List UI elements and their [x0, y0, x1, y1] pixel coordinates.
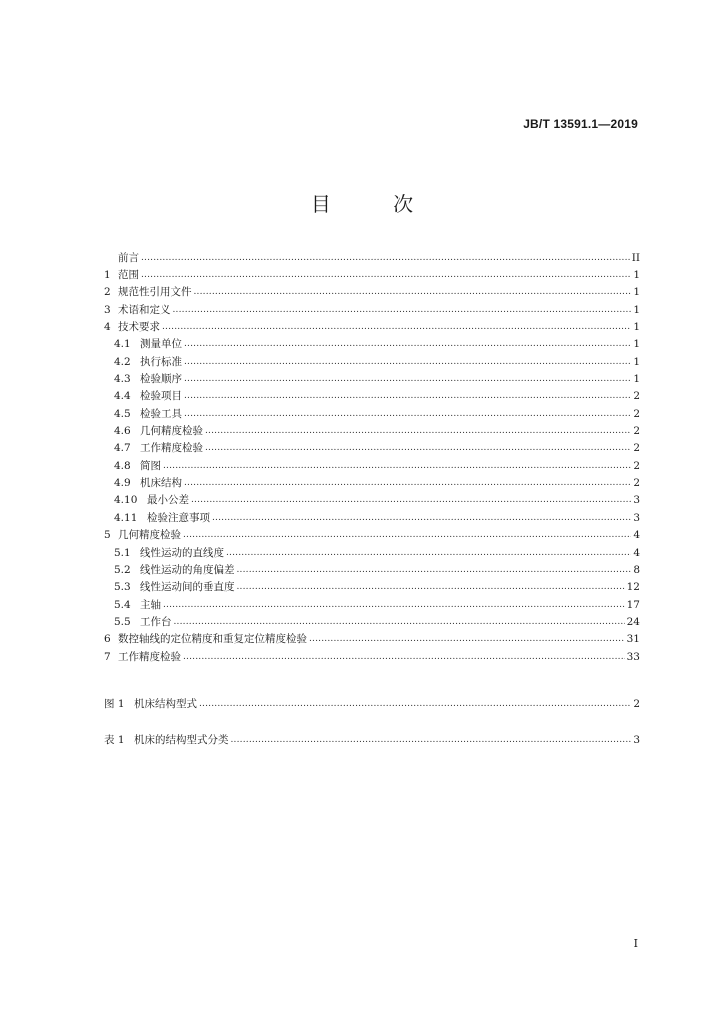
toc-entry-page: 3 — [633, 494, 640, 507]
toc-entry[interactable] — [104, 440, 640, 457]
toc-entry-label: 线性运动的直线度 — [140, 546, 224, 559]
toc-entry-label: 几何精度检验 — [140, 425, 203, 438]
toc-entry-page: 1 — [633, 373, 640, 386]
toc-entry-label: 执行标准 — [140, 355, 182, 368]
toc-entry-number: 4.1 — [114, 338, 131, 351]
toc-entry-label: 最小公差 — [147, 494, 189, 507]
toc-entry-page: 1 — [633, 321, 640, 334]
toc-entry-page: 1 — [633, 303, 640, 316]
dot-leader — [173, 303, 632, 317]
toc-entry-number: 5.5 — [114, 615, 131, 628]
toc-entry[interactable] — [104, 370, 640, 387]
toc-entry[interactable] — [104, 388, 640, 405]
page-number: I — [633, 937, 638, 950]
dot-leader — [184, 407, 631, 421]
toc-entry-number: 4 — [104, 321, 111, 334]
toc-entry-label: 范围 — [118, 269, 139, 282]
toc-entry[interactable] — [104, 631, 640, 648]
toc-entry-page: 3 — [633, 511, 640, 524]
dot-leader — [194, 285, 632, 299]
toc-entry-page: 24 — [626, 615, 640, 628]
toc-entry-label: 技术要求 — [118, 321, 160, 334]
toc-entry[interactable] — [104, 648, 640, 665]
toc-entry-number: 4.5 — [114, 407, 131, 420]
toc-entry-number: 4.6 — [114, 425, 131, 438]
toc-entry[interactable] — [104, 266, 640, 283]
toc-entry-page: 4 — [633, 529, 640, 542]
toc-entry-number: 4.9 — [114, 477, 131, 490]
toc-entry-label: 数控轴线的定位精度和重复定位精度检验 — [118, 633, 307, 646]
toc-entry-label: 机床的结构型式分类 — [134, 733, 229, 746]
dot-leader — [231, 733, 632, 747]
toc-entry-number: 5.2 — [114, 563, 131, 576]
toc-entry-label: 工作精度检验 — [118, 650, 181, 663]
toc-entry-page: 31 — [626, 633, 640, 646]
toc-entry-label: 规范性引用文件 — [118, 286, 192, 299]
toc-entry[interactable] — [104, 731, 640, 748]
dot-leader — [184, 476, 631, 490]
toc-entry-page: 2 — [633, 442, 640, 455]
dot-leader — [141, 268, 631, 282]
toc-entry-number: 5 — [104, 529, 111, 542]
toc-entry-page: 1 — [633, 286, 640, 299]
toc-entry-page: 33 — [626, 650, 640, 663]
toc-entry-page: II — [631, 251, 640, 264]
dot-leader — [237, 563, 632, 577]
toc-entry-page: 2 — [633, 697, 640, 710]
dot-leader — [184, 337, 631, 351]
toc-entry[interactable] — [104, 561, 640, 578]
toc-entry[interactable] — [104, 613, 640, 630]
dot-leader — [184, 389, 631, 403]
toc-entry[interactable] — [104, 405, 640, 422]
toc-entry-label: 机床结构型式 — [134, 697, 197, 710]
toc-entry-label: 检验注意事项 — [147, 511, 210, 524]
toc-entry-number: 5.1 — [114, 546, 131, 559]
toc-entry[interactable] — [104, 527, 640, 544]
dot-leader — [141, 251, 630, 265]
toc-entry[interactable] — [104, 249, 640, 266]
toc-entry-page: 3 — [633, 733, 640, 746]
toc-entry-page: 17 — [626, 598, 640, 611]
page-title: 目 次 — [310, 192, 442, 216]
dot-leader — [237, 580, 625, 594]
table-list — [104, 731, 640, 748]
toc-entry-number: 5.3 — [114, 581, 131, 594]
toc-entry[interactable] — [104, 544, 640, 561]
toc-entry[interactable] — [104, 336, 640, 353]
toc-entry-number: 5.4 — [114, 598, 131, 611]
toc-entry[interactable] — [104, 422, 640, 439]
toc-entry[interactable] — [104, 509, 640, 526]
figure-list — [104, 695, 640, 712]
dot-leader — [163, 598, 625, 612]
dot-leader — [184, 372, 631, 386]
toc-entry-label: 几何精度检验 — [118, 529, 181, 542]
toc-entry-number: 4.4 — [114, 390, 131, 403]
toc-entry-number: 4.3 — [114, 373, 131, 386]
toc-entry-page: 1 — [633, 338, 640, 351]
dot-leader — [205, 441, 631, 455]
toc-entry-label: 前言 — [118, 251, 139, 264]
toc-entry-label: 线性运动的角度偏差 — [140, 563, 235, 576]
toc-entry[interactable] — [104, 596, 640, 613]
toc-entry-page: 2 — [633, 407, 640, 420]
toc-entry[interactable] — [104, 301, 640, 318]
standard-code: JB/T 13591.1—2019 — [523, 117, 638, 131]
toc-entry-label: 主轴 — [140, 598, 161, 611]
toc-entry[interactable] — [104, 353, 640, 370]
toc-entry-page: 1 — [633, 269, 640, 282]
toc-entry-number: 4.2 — [114, 355, 131, 368]
dot-leader — [226, 546, 631, 560]
toc-entry[interactable] — [104, 492, 640, 509]
toc-entry[interactable] — [104, 318, 640, 335]
toc-entry-label: 工作台 — [140, 615, 172, 628]
toc-entry-page: 8 — [633, 563, 640, 576]
toc-entry-label: 线性运动间的垂直度 — [140, 581, 235, 594]
toc-entry-label: 检验工具 — [140, 407, 182, 420]
toc-entry-number: 7 — [104, 650, 111, 663]
toc-entry-page: 2 — [633, 477, 640, 490]
toc-entry-number: 图 1 — [104, 697, 125, 710]
toc-entry-number: 6 — [104, 633, 111, 646]
dot-leader — [309, 632, 625, 646]
toc-entry[interactable] — [104, 284, 640, 301]
dot-leader — [191, 493, 631, 507]
toc-entry-number: 4.8 — [114, 459, 131, 472]
toc-entry-page: 2 — [633, 390, 640, 403]
toc-entry-label: 工作精度检验 — [140, 442, 203, 455]
dot-leader — [183, 528, 631, 542]
toc-entry[interactable] — [104, 695, 640, 712]
dot-leader — [174, 615, 625, 629]
toc-entry-number: 3 — [104, 303, 111, 316]
toc-entry[interactable] — [104, 474, 640, 491]
dot-leader — [183, 650, 625, 664]
toc-entry-page: 2 — [633, 459, 640, 472]
toc-entry-number: 1 — [104, 269, 111, 282]
toc-entry-label: 检验顺序 — [140, 373, 182, 386]
dot-leader — [184, 355, 631, 369]
toc-entry-number: 4.10 — [114, 494, 138, 507]
toc-entry-label: 机床结构 — [140, 477, 182, 490]
dot-leader — [199, 697, 631, 711]
dot-leader — [205, 424, 631, 438]
toc-entry-label: 简图 — [140, 459, 161, 472]
dot-leader — [162, 320, 631, 334]
toc-entry-number: 2 — [104, 286, 111, 299]
toc-entry-page: 12 — [626, 581, 640, 594]
table-of-contents — [104, 249, 640, 665]
toc-entry-label: 检验项目 — [140, 390, 182, 403]
toc-entry[interactable] — [104, 457, 640, 474]
toc-entry-number: 表 1 — [104, 733, 125, 746]
toc-entry-label: 术语和定义 — [118, 303, 171, 316]
toc-entry-page: 1 — [633, 355, 640, 368]
dot-leader — [163, 459, 631, 473]
toc-entry-number: 4.7 — [114, 442, 131, 455]
toc-entry-page: 2 — [633, 425, 640, 438]
toc-entry[interactable] — [104, 579, 640, 596]
toc-entry-number: 4.11 — [114, 511, 138, 524]
dot-leader — [212, 511, 631, 525]
toc-entry-page: 4 — [633, 546, 640, 559]
toc-entry-label: 测量单位 — [140, 338, 182, 351]
